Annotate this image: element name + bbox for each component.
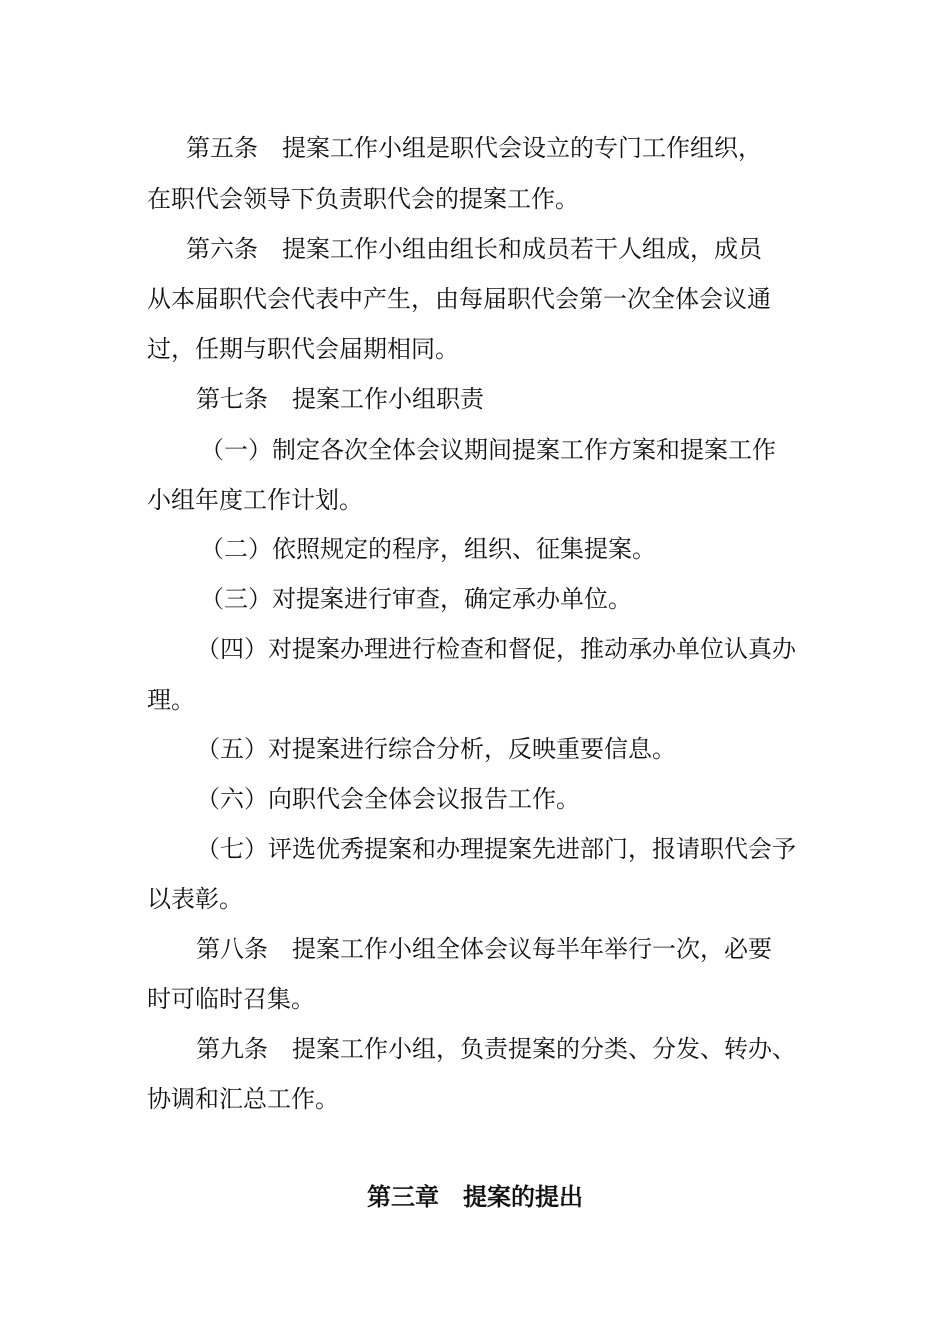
duty-7-line-2: 以表彰。	[147, 885, 243, 913]
article-9-line-2: 协调和汇总工作。	[147, 1085, 339, 1113]
article-6-line-2: 从本届职代会代表中产生，由每届职代会第一次全体会议通	[147, 285, 771, 313]
article-7-title: 第七条 提案工作小组职责	[196, 385, 484, 413]
chapter-heading: 第三章 提案的提出	[367, 1183, 583, 1211]
duty-3: （三）对提案进行审查，确定承办单位。	[200, 585, 632, 613]
duty-1-line-1: （一）制定各次全体会议期间提案工作方案和提案工作	[200, 436, 776, 464]
duty-5: （五）对提案进行综合分析，反映重要信息。	[196, 735, 676, 763]
duty-2: （二）依照规定的程序，组织、征集提案。	[200, 535, 656, 563]
duty-4-line-2: 理。	[147, 686, 195, 714]
duty-1-line-2: 小组年度工作计划。	[147, 486, 363, 514]
article-6-line-3: 过，任期与职代会届期相同。	[147, 335, 459, 363]
article-5-line-1: 第五条 提案工作小组是职代会设立的专门工作组织，	[186, 134, 762, 162]
duty-6: （六）向职代会全体会议报告工作。	[196, 785, 580, 813]
article-8-line-1: 第八条 提案工作小组全体会议每半年举行一次，必要	[196, 935, 772, 963]
article-9-line-1: 第九条 提案工作小组，负责提案的分类、分发、转办、	[196, 1035, 796, 1063]
duty-4-line-1: （四）对提案办理进行检查和督促，推动承办单位认真办	[196, 635, 796, 663]
article-6-line-1: 第六条 提案工作小组由组长和成员若干人组成，成员	[186, 235, 762, 263]
article-5-line-2: 在职代会领导下负责职代会的提案工作。	[147, 185, 579, 213]
duty-7-line-1: （七）评选优秀提案和办理提案先进部门，报请职代会予	[196, 835, 796, 863]
article-8-line-2: 时可临时召集。	[147, 985, 315, 1013]
